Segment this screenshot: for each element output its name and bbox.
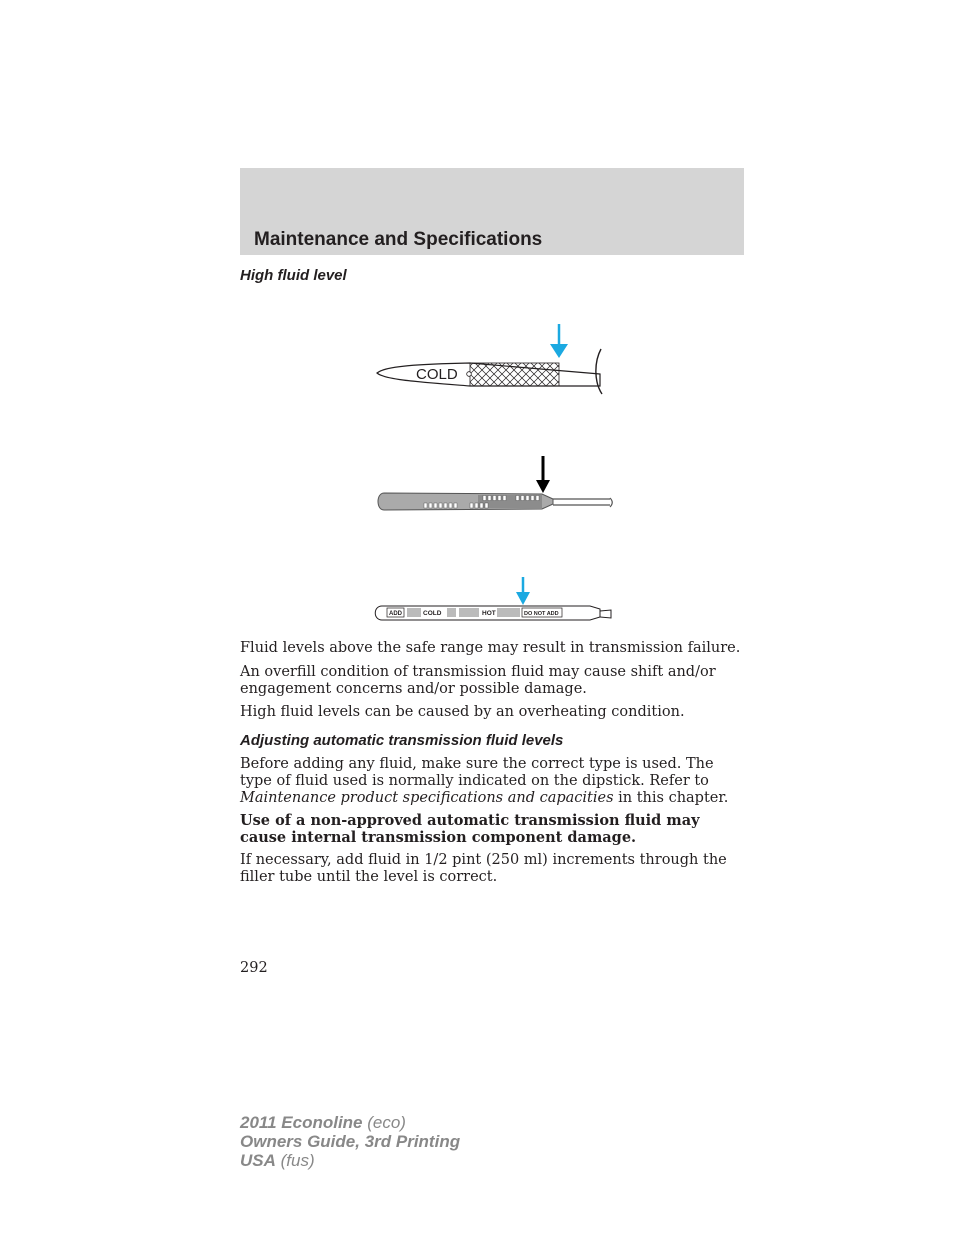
subheading-high-fluid-level: High fluid level [240,267,347,284]
footer-market: USA [240,1151,276,1170]
footer-line-1 [240,1113,460,1132]
level-arrow-head [516,592,530,605]
level-arrow-head [536,480,550,493]
footer-model: 2011 Econoline [240,1113,363,1132]
break-line [610,498,612,507]
document-footer [240,1113,460,1170]
cold-label: COLD [423,610,442,617]
dipstick-handle [600,610,611,618]
section-title: Maintenance and Specifications [254,229,543,250]
footer-market-code: (fus) [275,1151,315,1170]
paragraph-add-increments: If necessary, add fluid in 1/2 pint (250 ml) increments through the filler tube until the level is correct. [240,852,727,885]
crosshatch-zone [470,363,559,386]
footer-guide: Owners Guide, 3rd Printing [240,1132,461,1151]
warning-text: Use of a non-approved automatic transmission fluid may cause internal transmission component damage. [240,812,700,846]
dipstick-hole [467,372,472,377]
dipstick-figure-round [370,454,620,514]
dipstick-rod [553,499,610,505]
footer-line-3 [240,1151,460,1170]
paragraph-before-adding [240,756,744,807]
hot-label: HOT [482,610,496,617]
section-header-band [240,168,744,255]
dipstick-figure-labeled [370,575,620,627]
paragraph-text: in this chapter. [613,790,729,806]
paragraph-text: Before adding any fluid, make sure the correct type is used. The type of fluid used is normally indicated on the dipstick. Refer to [240,756,714,789]
dipstick-figure-cold [370,322,620,396]
footer-model-code: (eco) [362,1113,406,1132]
paragraph-fluid-levels: Fluid levels above the safe range may result in transmission failure. [240,640,741,656]
paragraph-overheating: High fluid levels can be caused by an overheating condition. [240,704,685,720]
add-label: ADD [389,611,402,617]
chapter-reference: Maintenance product specifications and capacities [240,790,614,806]
break-line [596,349,602,394]
level-arrow-head [550,344,568,358]
footer-line-2 [240,1132,460,1151]
subheading-adjusting: Adjusting automatic transmission fluid levels [240,732,564,749]
paragraph-overfill: An overfill condition of transmission fluid may cause shift and/or engagement concerns and/or possible damage. [240,664,716,697]
cold-label: COLD [416,366,458,383]
do-not-add-label: DO NOT ADD [524,611,559,617]
page-number: 292 [240,960,268,976]
